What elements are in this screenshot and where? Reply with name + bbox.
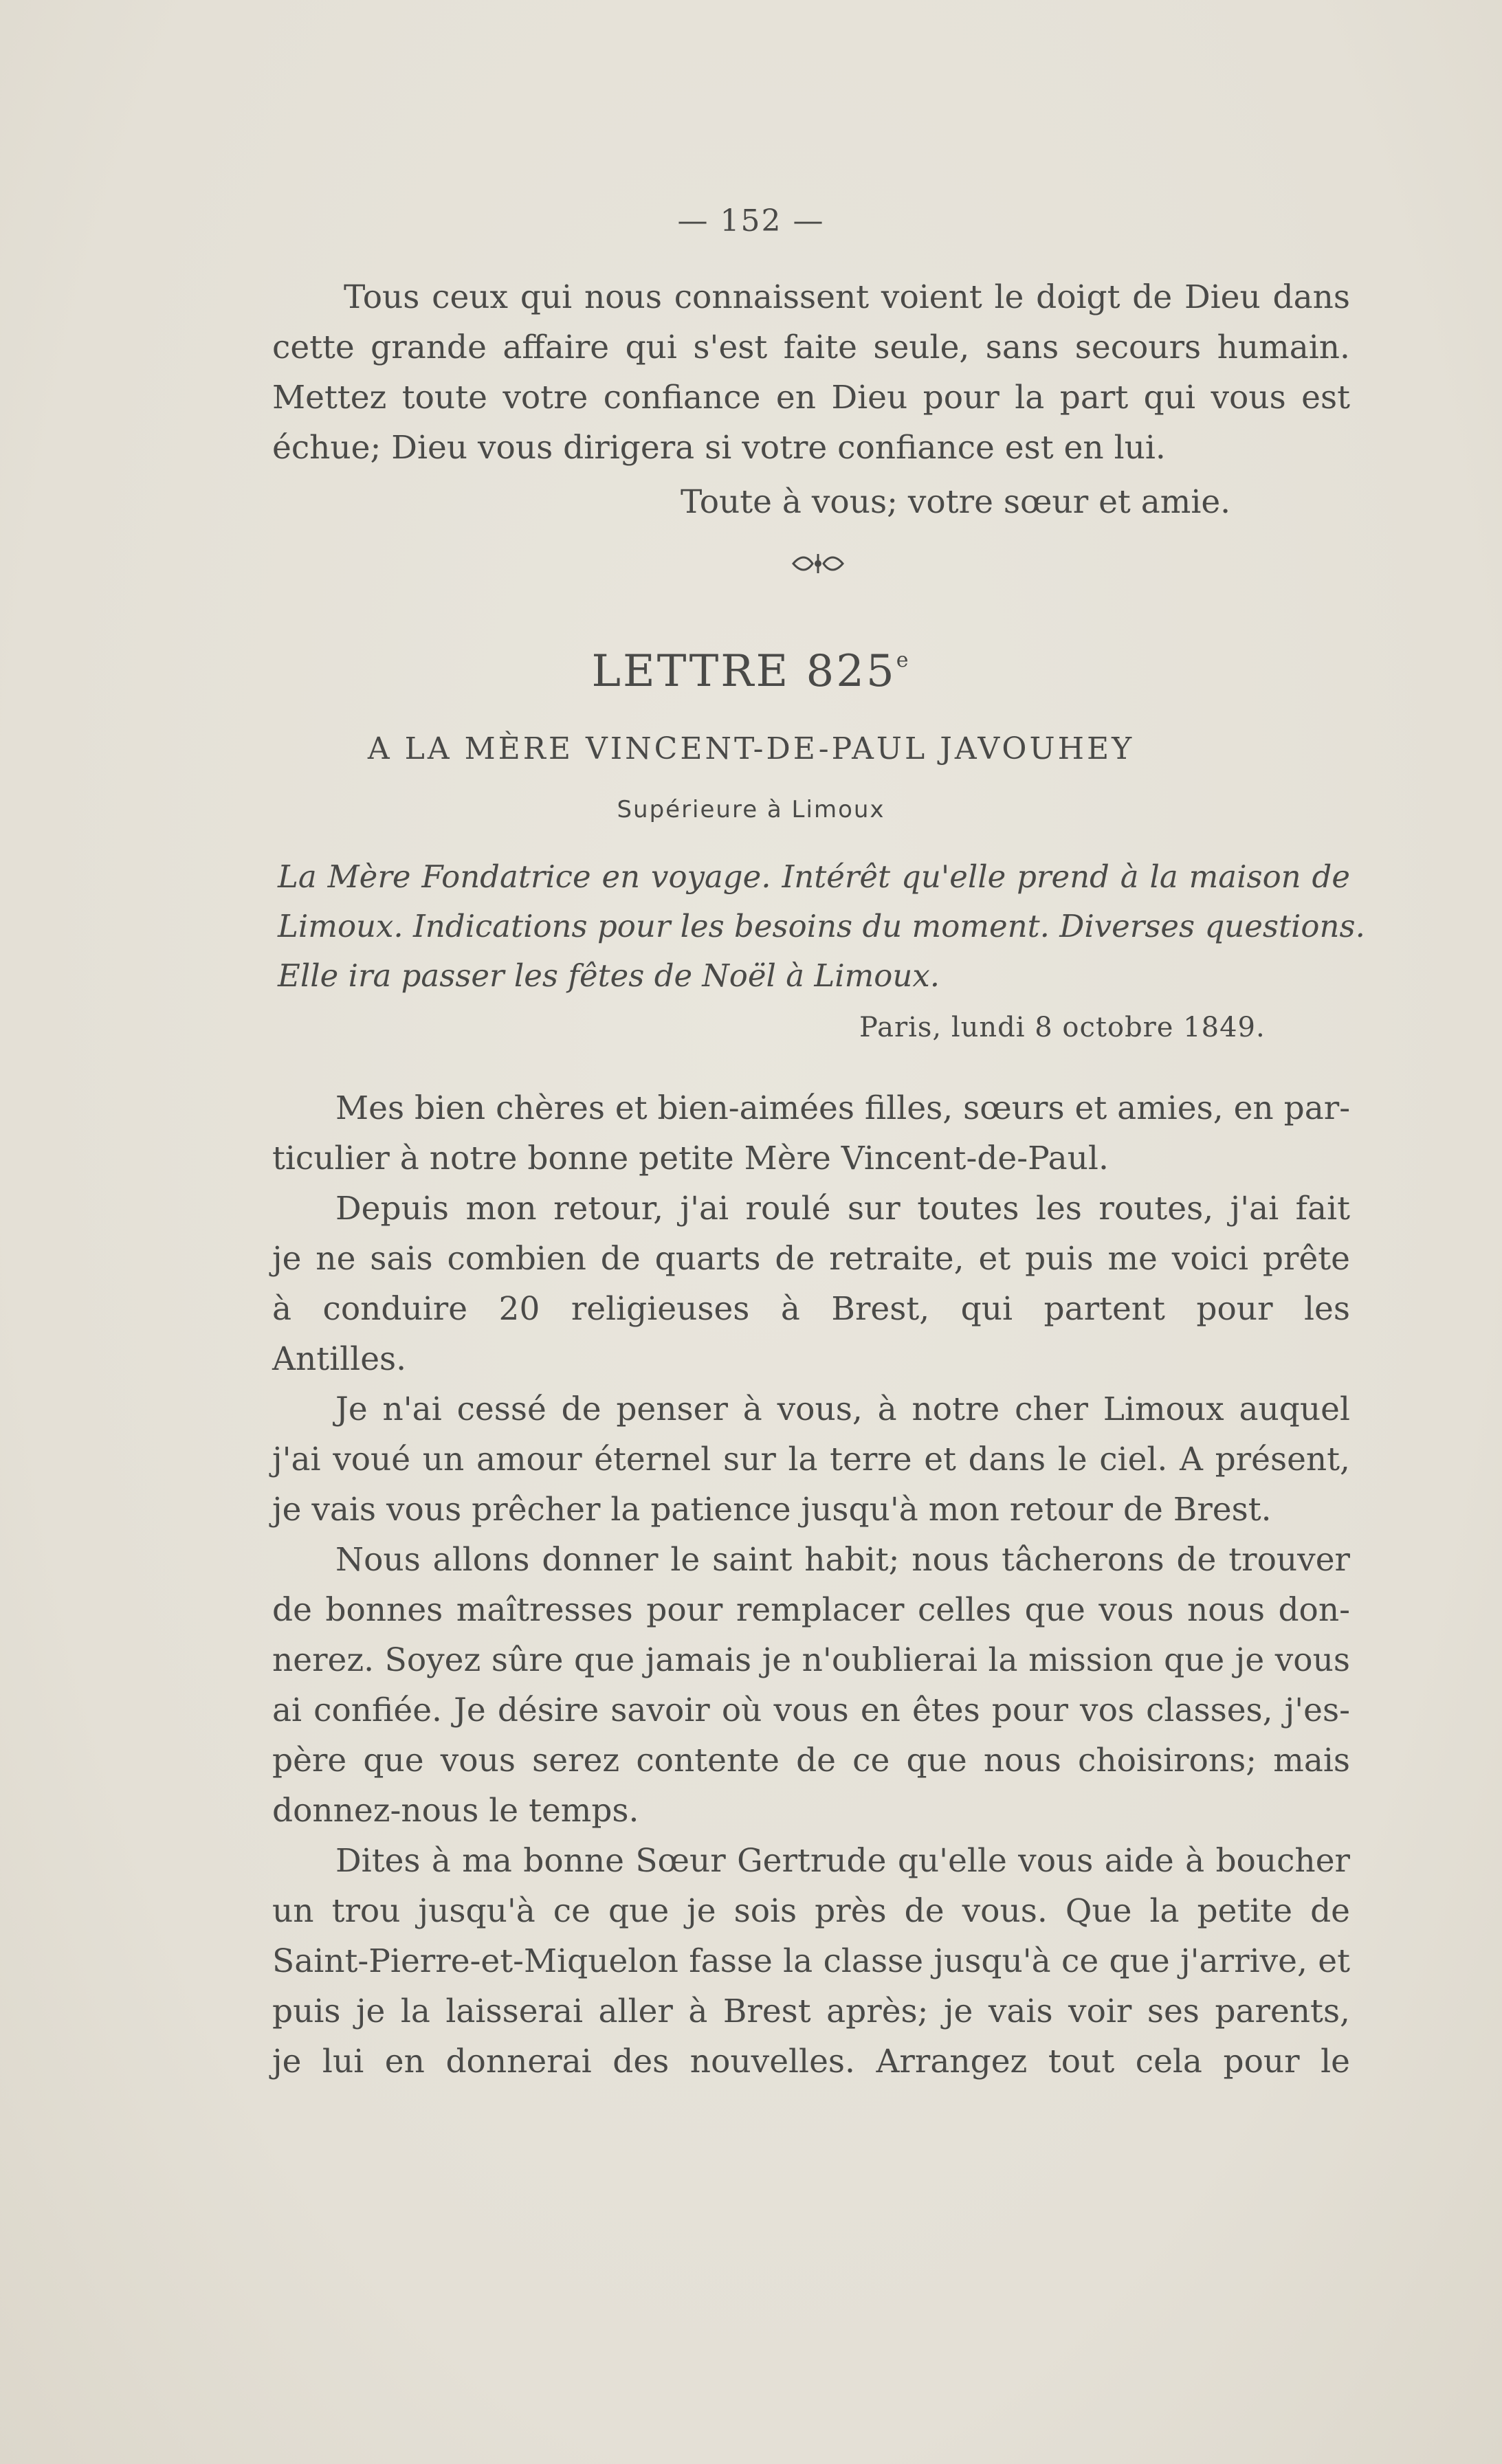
body-paragraph (272, 1384, 1350, 1535)
letter-body (272, 1083, 1350, 2087)
text-line: je lui en donnerai des nouvelles. Arrangez tout cela pour le (272, 2043, 1350, 2080)
text-line: cette grande affaire qui s'est faite seule, sans secours humain. (272, 329, 1350, 366)
text-line: ticulier à notre bonne petite Mère Vincent-de-Paul. (272, 1140, 1109, 1177)
ornament-fleuron-icon (791, 550, 846, 577)
text-line: je vais vous prêcher la patience jusqu'à mon retour de Brest. (272, 1491, 1272, 1529)
page-number: — 152 — (677, 203, 825, 238)
top-paragraph (272, 272, 1350, 473)
text-line: de bonnes maîtresses pour remplacer celles que vous nous don- (272, 1591, 1350, 1629)
body-paragraph (272, 1836, 1350, 2087)
text-line: père que vous serez contente de ce que nous choisirons; mais (272, 1742, 1350, 1779)
text-line: Mettez toute votre confiance en Dieu pour la part qui vous est (272, 379, 1350, 417)
text-line: j'ai voué un amour éternel sur la terre et dans le ciel. A présent, (272, 1441, 1350, 1478)
body-paragraph (272, 1535, 1350, 1836)
letter-closing: Toute à vous; votre sœur et amie. (681, 483, 1231, 521)
text-line: nerez. Soyez sûre que jamais je n'oublierai la mission que je vous (272, 1641, 1350, 1679)
letter-title-superscript: e (896, 648, 911, 672)
text-line: échue; Dieu vous dirigera si votre confiance est en lui. (272, 429, 1166, 467)
text-line: je ne sais combien de quarts de retraite, et puis me voici prête (272, 1240, 1350, 1278)
text-line: Je n'ai cessé de penser à vous, à notre cher Limoux auquel (335, 1390, 1350, 1428)
letter-title-text: LETTRE 825 (591, 646, 896, 697)
text-line: puis je la laisserai aller à Brest après; je vais voir ses parents, (272, 1993, 1350, 2030)
body-paragraph (272, 1083, 1350, 1184)
text-line: un trou jusqu'à ce que je sois près de vous. Que la petite de (272, 1892, 1350, 1930)
text-line: Antilles. (272, 1340, 407, 1378)
summary-line: Limoux. Indications pour les besoins du moment. Diverses questions. (278, 908, 1365, 944)
body-paragraph (272, 1184, 1350, 1384)
text-line: Tous ceux qui nous connaissent voient le doigt de Dieu dans (344, 278, 1350, 316)
text-line: donnez-nous le temps. (272, 1792, 639, 1830)
text-line: Saint-Pierre-et-Miquelon fasse la classe jusqu'à ce que j'arrive, et (272, 1942, 1350, 1980)
summary-line: Elle ira passer les fêtes de Noël à Limoux. (278, 957, 940, 994)
text-line: Dites à ma bonne Sœur Gertrude qu'elle vous aide à boucher (335, 1842, 1350, 1880)
text-line: Mes bien chères et bien-aimées filles, sœurs et amies, en par- (335, 1089, 1351, 1127)
dateline: Paris, lundi 8 octobre 1849. (859, 1012, 1266, 1043)
text-line: Nous allons donner le saint habit; nous tâcherons de trouver (335, 1541, 1350, 1579)
letter-summary (278, 852, 1365, 1001)
text-line: ai confiée. Je désire savoir où vous en êtes pour vos classes, j'es- (272, 1691, 1350, 1729)
text-line: Depuis mon retour, j'ai roulé sur toutes les routes, j'ai fait (335, 1190, 1350, 1228)
letter-title (0, 646, 1502, 697)
recipient-subtitle: Supérieure à Limoux (617, 796, 885, 823)
text-line: à conduire 20 religieuses à Brest, qui partent pour les (272, 1290, 1350, 1328)
letter-recipient: A LA MÈRE VINCENT-DE-PAUL JAVOUHEY (367, 731, 1135, 766)
summary-line: La Mère Fondatrice en voyage. Intérêt qu'elle prend à la maison de (278, 858, 1350, 895)
